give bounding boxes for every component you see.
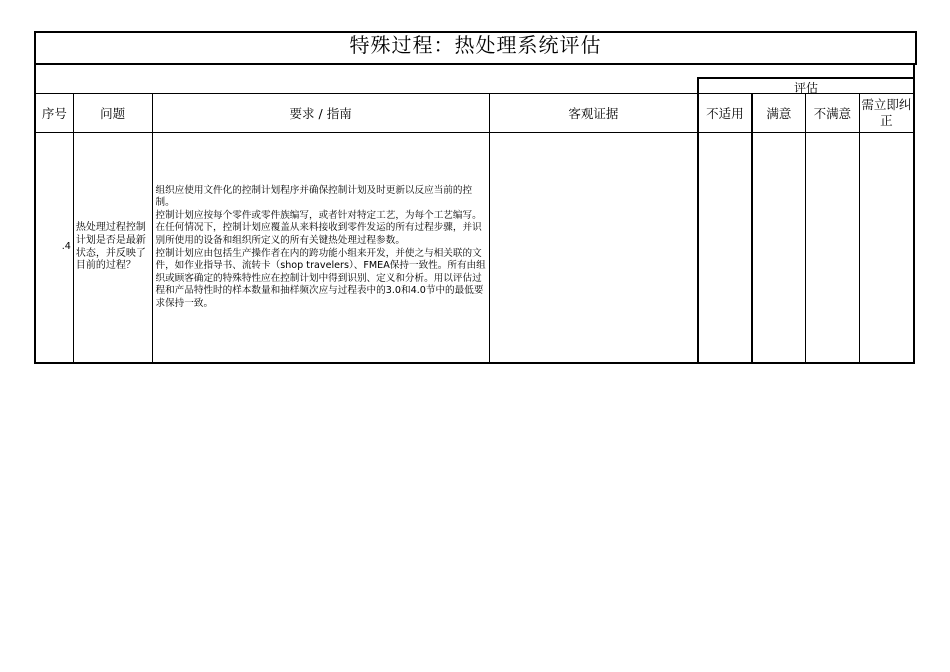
row-question xyxy=(73,133,152,364)
header-satisfied: 满意 xyxy=(752,94,806,133)
row-unsatisfied[interactable] xyxy=(805,133,859,364)
header-not-applicable: 不适用 xyxy=(698,94,752,133)
row-number: .4 xyxy=(35,133,73,364)
row-requirement-text: 组织应使用文件化的控制计划程序并确保控制计划及时更新以反应当前的控制。 控制计划应按每个零件或零件族编写，或者针对特定工艺，为每个工艺编写。在任何情况下，控制计划应覆盖从来料接收到零件发运的所有过程步骤，并识别所使用的设备和组织所定义的所有关键热处理过程参数。 控制计划应由包括生产操作者在内的跨功能小组来开发，并使之与相关联的文件，如作业指导书、流转卡（shop travelers）、FMEA保持一致性。所有由组织或顾客确定的特殊特性应在控制计划中得到识别、定义和分析。用以评估过程和产品特性时的样本数量和抽样频次应与过程表中的3.0和4.0节中的最低要求保持一致。 xyxy=(155,184,486,309)
header-question: 问题 xyxy=(73,94,152,133)
table-header-row xyxy=(35,94,914,133)
assessment-table xyxy=(34,93,915,364)
table-row xyxy=(35,133,914,364)
header-unsatisfied: 不满意 xyxy=(805,94,859,133)
header-number: 序号 xyxy=(35,94,73,133)
row-requirement xyxy=(152,133,489,364)
evaluation-group-header: 评估 xyxy=(697,77,915,93)
title-row xyxy=(34,31,917,65)
row-not-applicable[interactable] xyxy=(698,133,752,364)
header-evidence: 客观证据 xyxy=(489,94,698,133)
header-requirement: 要求 / 指南 xyxy=(152,94,489,133)
assessment-sheet xyxy=(34,31,915,365)
row-evidence[interactable] xyxy=(489,133,698,364)
header-immediate-correction: 需立即纠正 xyxy=(859,94,914,133)
row-immediate-correction[interactable] xyxy=(859,133,914,364)
page-title: 特殊过程：热处理系统评估 xyxy=(349,33,602,57)
row-question-text: 热处理过程控制计划是否是最新状态，并反映了目前的过程？ xyxy=(75,222,146,272)
row-satisfied[interactable] xyxy=(752,133,806,364)
